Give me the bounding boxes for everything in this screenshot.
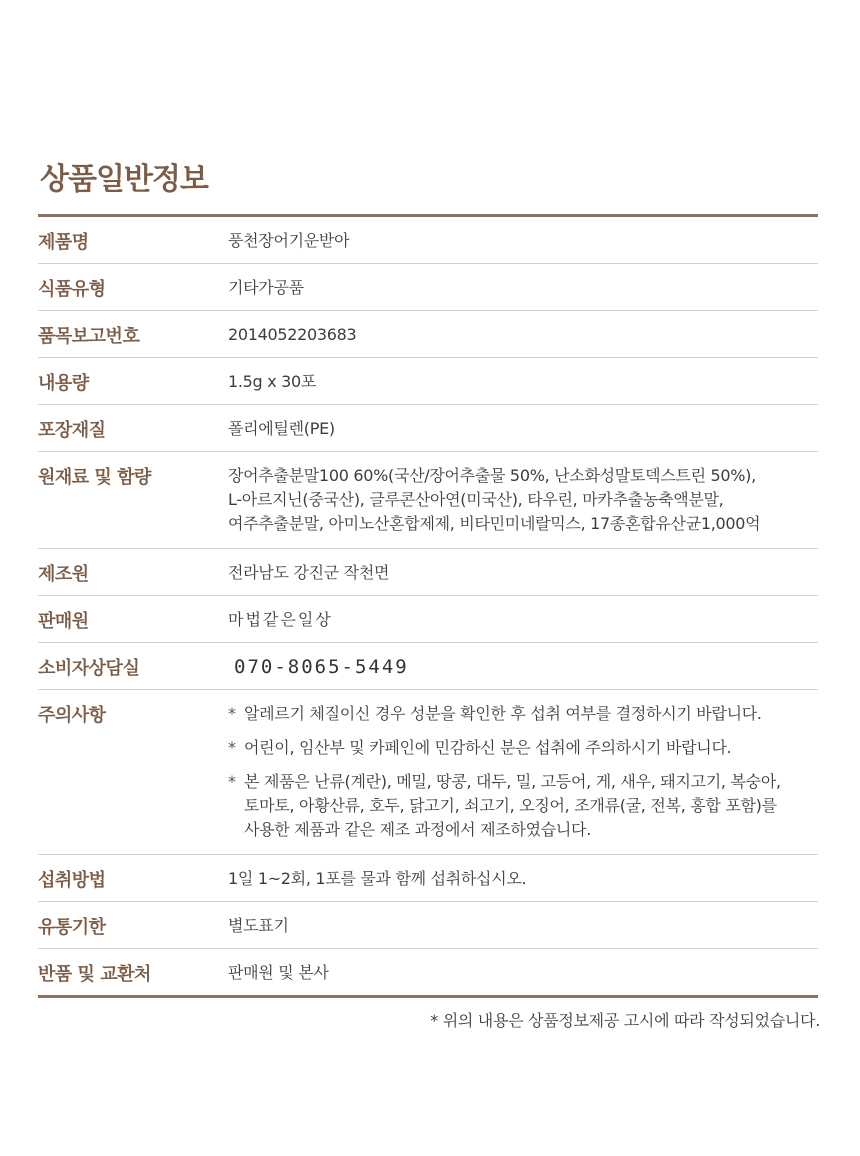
table-row-intake-method [38,855,818,902]
row-label: 주의사항 [38,705,106,726]
row-value [228,452,818,548]
footnote: * 위의 내용은 상품정보제공 고시에 따라 작성되었습니다. [430,1011,820,1030]
caution-line: 알레르기 체질이신 경우 성분을 확인한 후 섭취 여부를 결정하시기 바랍니다. [244,704,762,723]
row-label: 반품 및 교환처 [38,964,151,985]
product-info-table [38,214,818,998]
table-row-food-type [38,264,818,311]
row-label: 판매원 [38,611,89,632]
table-row-packaging [38,405,818,452]
table-row-content-amount [38,358,818,405]
row-value: 1.5g x 30포 [228,372,317,391]
row-value: 판매원 및 본사 [228,963,329,982]
row-label: 유통기한 [38,917,106,938]
table-row-consumer-center [38,643,818,690]
row-value: 마법같은일상 [228,610,333,629]
ingredients-line: 여주추출분말, 아미노산혼합제제, 비타민미네랄믹스, 17종혼합유산균1,000억 [228,514,761,533]
row-value: 2014052203683 [228,325,357,344]
caution-item [228,736,818,760]
table-row-ingredients [38,452,818,549]
asterisk-icon: * [228,772,236,791]
table-row-cautions [38,690,818,855]
asterisk-icon: * [228,738,236,757]
page-title: 상품일반정보 [40,162,208,197]
row-value: 1일 1~2회, 1포를 물과 함께 섭취하십시오. [228,869,527,888]
ingredients-line: 장어추출분말100 60%(국산/장어추출물 50%, 난소화성말토덱스트린 50%), [228,466,756,485]
row-value [228,690,818,854]
row-label: 품목보고번호 [38,326,140,347]
row-label: 식품유형 [38,279,106,300]
row-label: 원재료 및 함량 [38,467,151,488]
caution-item [228,702,818,726]
caution-line: 본 제품은 난류(계란), 메밀, 땅콩, 대두, 밀, 고등어, 게, 새우, 돼지고기, 복숭아, [244,772,781,791]
caution-line: 사용한 제품과 같은 제조 과정에서 제조하였습니다. [244,820,591,839]
row-value: 전라남도 강진군 작천면 [228,563,390,582]
ingredients-line: L-아르지닌(중국산), 글루콘산아연(미국산), 타우린, 마카추출농축액분말, [228,490,724,509]
row-label: 내용량 [38,373,89,394]
row-label: 포장재질 [38,420,106,441]
row-label: 소비자상담실 [38,658,140,679]
table-row-product-name [38,217,818,264]
row-label: 섭취방법 [38,870,106,891]
row-label: 제품명 [38,232,89,253]
caution-line: 토마토, 아황산류, 호두, 닭고기, 쇠고기, 오징어, 조개류(굴, 전복, 홍합 포함)를 [244,796,777,815]
table-row-returns [38,949,818,995]
row-value: 폴리에틸렌(PE) [228,419,335,438]
row-value: 별도표기 [228,916,289,935]
table-row-manufacturer [38,549,818,596]
table-row-seller [38,596,818,643]
row-value: 기타가공품 [228,278,304,297]
row-value: 풍천장어기운받아 [228,231,350,250]
caution-line: 어린이, 임산부 및 카페인에 민감하신 분은 섭취에 주의하시기 바랍니다. [244,738,732,757]
row-label: 제조원 [38,564,89,585]
table-row-expiration [38,902,818,949]
caution-item [228,770,818,842]
table-row-report-number [38,311,818,358]
phone-number: 070-8065-5449 [234,656,409,678]
asterisk-icon: * [228,704,236,723]
